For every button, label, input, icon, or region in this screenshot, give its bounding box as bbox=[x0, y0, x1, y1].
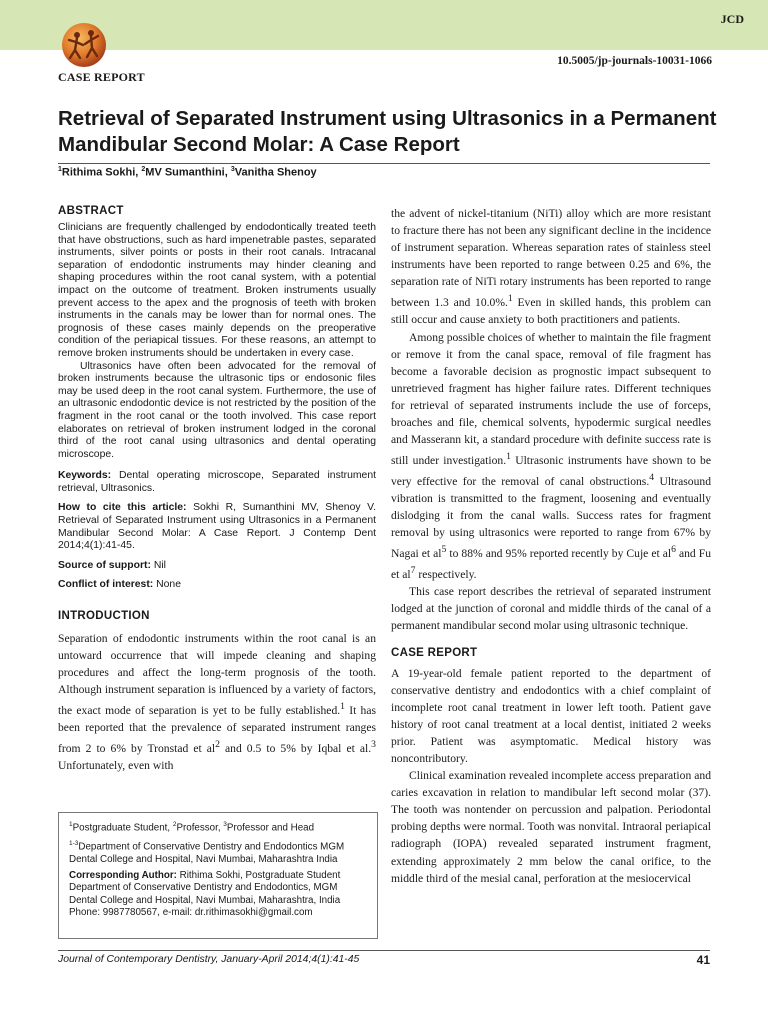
keywords-text: Dental operating microscope, Separated instrument retrieval, Ultrasonics. bbox=[58, 470, 376, 494]
text-run: Even in skilled hands, this problem can still occur and cause anxiety to both practitioners and patients. bbox=[391, 296, 711, 327]
reference-sup: 6 bbox=[671, 544, 676, 556]
text-run: Department of Conservative Dentistry and Endodontics MGM Dental College and Hospital, Navi Mumbai, Maharashtra India bbox=[69, 841, 345, 865]
footer-divider bbox=[58, 950, 710, 951]
affil-sup: 1 bbox=[69, 821, 73, 828]
keywords bbox=[58, 470, 376, 495]
conflict-text: None bbox=[156, 579, 181, 591]
text-run: the advent of nickel-titanium (NiTi) alloy which are more resistant to fracture there has not been any significant decline in the incidence of instrument separation. Whereas separation rates of stainless steel instruments have been reported to range between 0.25 and 6%, the separation rate of NiTi rotary instruments has been reported to range between 1.3 and 10.0%. bbox=[391, 207, 711, 310]
author-name: Vanitha Shenoy bbox=[234, 166, 317, 179]
reference-sup: 1 bbox=[506, 451, 511, 463]
text-run: Postgraduate Student, bbox=[72, 822, 173, 834]
right-column bbox=[391, 205, 711, 887]
header-band bbox=[0, 0, 768, 50]
text-run: and Fu et al bbox=[391, 547, 712, 582]
journal-code: JCD bbox=[720, 12, 744, 26]
abstract-paragraph: Ultrasonics have often been advocated for the removal of broken instruments because the ultrasonic tips or endosonic files may be used deep in the root canal system. Furthermore, the use of an ultrasonic endodontic device is not restricted by the position of the fragment in the root canal or the tooth involved. This case report elaborates on retrieval of broken instrument lodged in the coronal third of the root canal using ultrasonics and dental operating microscope. bbox=[58, 360, 376, 460]
reference-sup: 7 bbox=[410, 565, 416, 577]
text-run: Separation of endodontic instruments within the root canal is an untoward occurrence that will impede cleaning and shaping procedures and affect the long-term prognosis of the tooth. Although instrument separation is influenced by a variety of factors, the exact mode of separation is yet to be fully established. bbox=[58, 632, 376, 718]
author-name: Rithima Sokhi bbox=[61, 166, 136, 179]
abstract-paragraph: Clinicians are frequently challenged by endodontically treated teeth that have obstructions, such as hard impenetrable pastes, separated instruments, silver points or posts in their root canals. Intracanal separation of endodontic instruments may hinder cleaning and shaping procedures within the root canal system, with a potential impact on the outcome of treatment. Broken instruments usually prevent access to the apex and the prognosis of teeth with broken instruments in the canals may be lower than for normal ones. The prognosis of these cases mainly depends on the preoperative condition of the periapical tissues. For these reasons, an attempt to remove broken instruments should be undertaken in every case. bbox=[58, 222, 376, 359]
author-roles bbox=[69, 819, 367, 834]
author-sup: 2 bbox=[141, 166, 146, 173]
text-run: Unfortunately, even with bbox=[58, 759, 174, 773]
reference-sup: 4 bbox=[649, 472, 655, 484]
journal-logo-icon bbox=[60, 20, 110, 70]
text-run: Among possible choices of whether to maintain the file fragment or remove it from the canal space, removal of file fragment has become a favorable decision as prognostic impact subsequent to unretrieved fragment has higher failure rates. Different techniques for retrieval of separated instruments include the use of forceps, broaches and file, chemical solvents, hypodermic surgical needles and Masserann kit, a standard procedure with definite success rate is still under investigation. bbox=[391, 330, 711, 468]
text-run: Professor and Head bbox=[226, 822, 315, 834]
support-text: Nil bbox=[153, 559, 166, 571]
conflict-of-interest bbox=[58, 579, 376, 592]
body-paragraph: This case report describes the retrieval of separated instrument lodged at the junction of coronal and middle thirds of the canal of a permanent mandibular second molar using ultrasonic technique. bbox=[391, 585, 711, 633]
text-run: Ultrasonic instruments have shown to be very effective for the removal of canal obstructions. bbox=[391, 454, 711, 488]
keywords-label: Keywords: bbox=[58, 470, 112, 482]
text-run: to 88% and 95% reported recently by Cuje et al bbox=[446, 547, 672, 561]
text-run: respectively. bbox=[415, 568, 477, 582]
left-column bbox=[58, 205, 376, 775]
title-divider bbox=[58, 163, 710, 164]
corresponding-label: Corresponding Author: bbox=[69, 870, 177, 882]
text-run: It has been reported that the prevalence of separated instrument ranges from 2 to 6% by Tronstad et al bbox=[58, 704, 376, 756]
citation-label: How to cite this article: bbox=[58, 502, 187, 514]
text-run: and 0.5 to 5% by Iqbal et al. bbox=[219, 742, 372, 756]
reference-sup: 1 bbox=[507, 293, 513, 305]
affil-sup: 1-3 bbox=[69, 840, 79, 848]
doi: 10.5005/jp-journals-10031-1066 bbox=[557, 55, 712, 67]
author-sup: 3 bbox=[230, 166, 235, 173]
support-label: Source of support: bbox=[58, 559, 151, 571]
abstract-heading: ABSTRACT bbox=[58, 205, 124, 217]
affil-sup: 2 bbox=[172, 821, 177, 828]
reference-sup: 1 bbox=[340, 701, 345, 713]
text-run: Ultrasound vibration is transmitted to the fragment, loosening and eventually dislodging it from the canal walls. Success rates for fragment removal by using ultrasonics were reported to range from 67% by Nagai et al bbox=[391, 474, 711, 561]
authors: $^1$Rithima Sokhi, $^2$MV Sumanthini, $^3$Vanitha Shenoy bbox=[58, 166, 317, 179]
affiliations-box bbox=[58, 812, 378, 939]
source-of-support bbox=[58, 560, 376, 573]
department bbox=[69, 838, 367, 866]
corresponding-author bbox=[69, 870, 367, 919]
introduction-paragraph bbox=[58, 630, 376, 774]
affil-sup: 3 bbox=[223, 821, 227, 828]
text-run: Professor, bbox=[176, 822, 224, 834]
citation bbox=[58, 502, 376, 552]
introduction-heading: INTRODUCTION bbox=[58, 610, 150, 623]
case-report-heading: CASE REPORT bbox=[391, 646, 478, 659]
reference-sup: 5 bbox=[441, 544, 447, 556]
reference-sup: 2 bbox=[215, 739, 220, 751]
body-paragraph bbox=[391, 329, 711, 584]
page-number: 41 bbox=[696, 953, 710, 967]
article-title: Retrieval of Separated Instrument using Ultrasonics in a Permanent Mandibular Second Molar: A Case Report bbox=[58, 107, 717, 156]
reference-sup: 3 bbox=[371, 739, 376, 751]
article-type: CASE REPORT bbox=[58, 70, 145, 84]
author-name: MV Sumanthini bbox=[145, 166, 225, 179]
conflict-label: Conflict of interest: bbox=[58, 579, 154, 591]
author-sup: 1 bbox=[58, 166, 62, 173]
body-paragraph: Clinical examination revealed incomplete access preparation and caries excavation in relation to mandibular left second molar (37). The tooth was nontender on percussion and palpation. Periodontal probing depths were normal. Tooth was nonvital. Intraoral periapical radiograph (IOPA) revealed separated instrument fragment, extending approximately 2 mm below the canal orifice, to the middle third of the mesial canal, perforation at the mesiocervical bbox=[391, 769, 711, 885]
body-paragraph bbox=[391, 205, 711, 329]
text-run: Rithima Sokhi, Postgraduate Student Department of Conservative Dentistry and Endodontics, MGM Dental College and Hospital, Navi Mumbai, Maharashtra, India Phone: 9987780567, e-mail: dr.rithimasokhi@gmail.com bbox=[69, 870, 341, 918]
body-paragraph: A 19-year-old female patient reported to the department of conservative dentistry and endodontics with a chief complaint of incomplete root canal treatment in lower left tooth. Patient gave history of root canal treatment at a local dentist, initiated 2 weeks prior. Patient was asymptomatic. Medical history was noncontributory. bbox=[391, 666, 711, 766]
footer-journal: Journal of Contemporary Dentistry, January-April 2014;4(1):41-45 bbox=[58, 954, 360, 965]
citation-text: Sokhi R, Sumanthini MV, Shenoy V. Retrieval of Separated Instrument using Ultrasonics in a Permanent Mandibular Second Molar: A Case Report. J Contemp Dent 2014;4(1):41-45. bbox=[58, 502, 376, 552]
